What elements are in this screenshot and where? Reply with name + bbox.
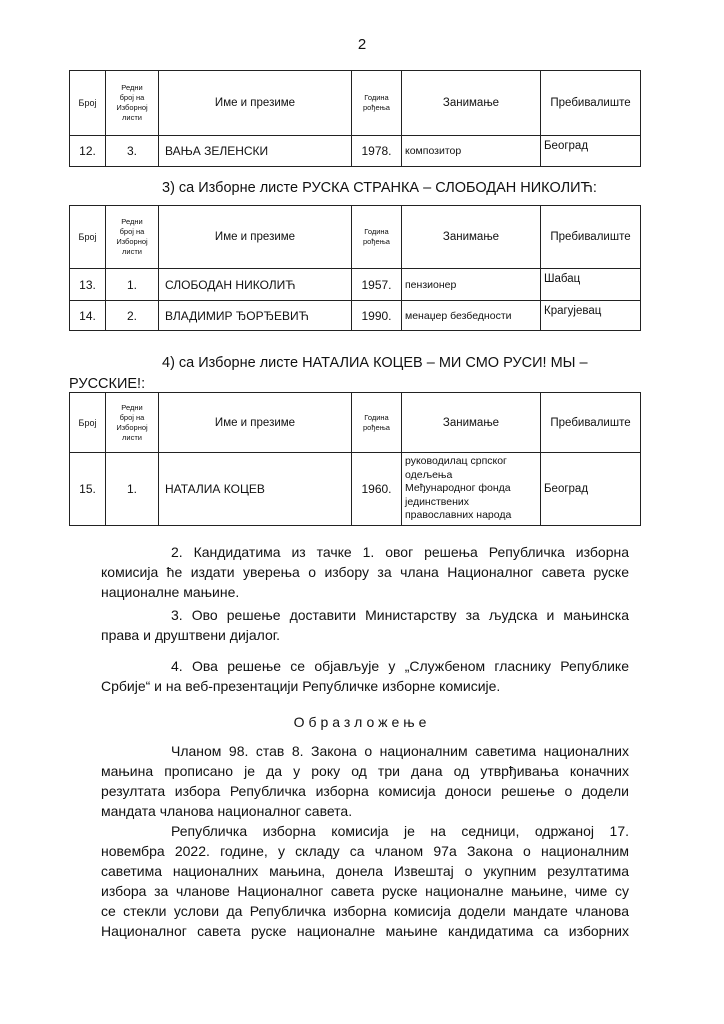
header-prebivaliste: Пребивалиште	[541, 206, 641, 269]
candidates-table-2	[69, 205, 641, 331]
list-3-heading: 3) са Изборне листе РУСКА СТРАНКА – СЛОБОДАН НИКОЛИЋ:	[162, 180, 597, 196]
obrazlozenje-title: Образложење	[293, 714, 431, 730]
paragraph-justification-1: Чланом 98. став 8. Закона о националним саветима националних мањина прописано је да у року од три дана од утврђивања коначних резултата избора Републичка изборна комисија доноси решење о додели мандата чланова националног савета.	[101, 743, 629, 819]
header-prebivaliste: Пребивалиште	[541, 71, 641, 136]
cell-zanimanje: руководилац српског одељења Међународног фонда јединствених православних народа	[402, 453, 541, 526]
cell-prebivaliste: Београд	[541, 453, 641, 526]
cell-godina: 1957.	[352, 269, 402, 301]
header-broj: Број	[70, 393, 106, 453]
cell-ime: СЛОБОДАН НИКОЛИЋ	[159, 269, 352, 301]
cell-ime: НАТАЛИА КОЦЕВ	[159, 453, 352, 526]
header-prebivaliste: Пребивалиште	[541, 393, 641, 453]
list-4-heading-line1: 4) са Изборне листе НАТАЛИА КОЦЕВ – МИ СМО РУСИ! МЫ –	[162, 355, 588, 371]
cell-zanimanje: пензионер	[402, 269, 541, 301]
table-row	[70, 453, 641, 526]
cell-broj: 14.	[70, 301, 106, 331]
cell-redni: 1.	[106, 453, 159, 526]
header-ime: Име и презиме	[159, 393, 352, 453]
cell-prebivaliste: Шабац	[541, 269, 641, 301]
header-zanimanje: Занимање	[402, 393, 541, 453]
table-row	[70, 269, 641, 301]
cell-ime: ВАЊА ЗЕЛЕНСКИ	[159, 136, 352, 167]
paragraph-2: 2. Кандидатима из тачке 1. овог решења Републичка изборна комисија ће издати уверења о избору за члана Националног савета руске националне мањине.	[101, 544, 629, 600]
cell-redni: 2.	[106, 301, 159, 331]
paragraph-justification-2: Републичка изборна комисија је на седници, одржаној 17. новембра 2022. године, у складу са чланом 97а Закона о националним саветима националних мањина, донела Извештај о укупним резултатима избора за чланове Националног савета руске националне мањине, чиме су се стекли услови да Републичка изборна комисија додели мандате чланова Националног савета руске националне мањине кандидатима са изборних	[101, 823, 629, 939]
cell-godina: 1960.	[352, 453, 402, 526]
paragraph-4: 4. Ова решење се објављује у „Службеном гласнику Републике Србије“ и на веб-презентацији Републичке изборне комисије.	[101, 658, 629, 694]
header-godina: Година рођења	[352, 71, 402, 136]
table-header-row	[70, 393, 641, 453]
header-redni: Редни број на Изборној листи	[106, 71, 159, 136]
header-broj: Број	[70, 206, 106, 269]
table-header-row	[70, 206, 641, 269]
header-redni: Редни број на Изборној листи	[106, 206, 159, 269]
cell-prebivaliste: Београд	[541, 136, 641, 167]
list-4-heading-line2: РУССКИЕ!:	[69, 376, 146, 392]
cell-prebivaliste: Крагујевац	[541, 301, 641, 331]
header-godina: Година рођења	[352, 206, 402, 269]
cell-redni: 3.	[106, 136, 159, 167]
header-zanimanje: Занимање	[402, 71, 541, 136]
table-row	[70, 136, 641, 167]
table-row	[70, 301, 641, 331]
cell-zanimanje: менаџер безбедности	[402, 301, 541, 331]
cell-zanimanje: композитор	[402, 136, 541, 167]
header-broj: Број	[70, 71, 106, 136]
cell-ime: ВЛАДИМИР ЂОРЂЕВИЋ	[159, 301, 352, 331]
cell-broj: 15.	[70, 453, 106, 526]
cell-broj: 13.	[70, 269, 106, 301]
header-ime: Име и презиме	[159, 206, 352, 269]
table-header-row	[70, 71, 641, 136]
header-ime: Име и презиме	[159, 71, 352, 136]
candidates-table-3	[69, 392, 641, 526]
cell-godina: 1990.	[352, 301, 402, 331]
header-redni: Редни број на Изборној листи	[106, 393, 159, 453]
header-godina: Година рођења	[352, 393, 402, 453]
cell-redni: 1.	[106, 269, 159, 301]
paragraph-3: 3. Ово решење доставити Министарству за људска и мањинска права и друштвени дијалог.	[101, 607, 629, 643]
cell-broj: 12.	[70, 136, 106, 167]
header-zanimanje: Занимање	[402, 206, 541, 269]
page-number: 2	[357, 36, 367, 53]
candidates-table-1	[69, 70, 641, 167]
cell-godina: 1978.	[352, 136, 402, 167]
